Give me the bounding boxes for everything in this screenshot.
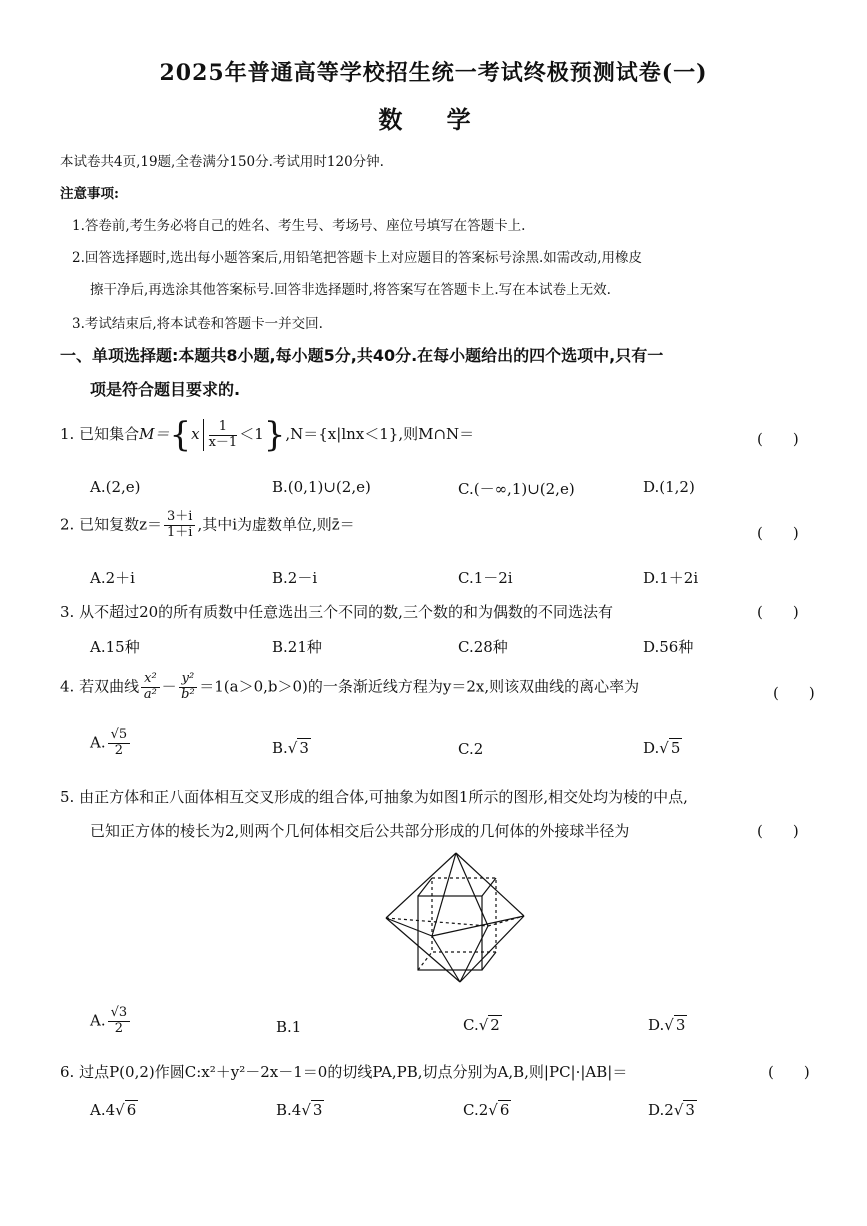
subject-title: 数 学 — [378, 105, 489, 134]
option-b: B.2－i — [272, 569, 318, 587]
answer-paren: ( ) — [757, 603, 799, 621]
fraction: $\frac{√5}{2}$ — [108, 728, 131, 759]
question-5: 5. 由正方体和正八面体相互交叉形成的组合体,可抽象为如图1所示的图形,相交处均为棱的中点, — [60, 788, 688, 806]
answer-paren: ( ) — [757, 822, 799, 840]
option-a: A. $\frac{√5}{2}$ — [90, 728, 132, 759]
notice-item: 3.考试结束后,将本试卷和答题卡一并交回. — [72, 316, 323, 332]
question-5-cont: 已知正方体的棱长为2,则两个几何体相交后公共部分形成的几何体的外接球半径为 — [90, 822, 630, 840]
question-6: 6. 过点P(0,2)作圆C:x²＋y²－2x－1＝0的切线PA,PB,切点分别为A,B,则|PC|·|AB|＝ — [60, 1063, 628, 1081]
exam-intro: 本试卷共4页,19题,全卷满分150分.考试用时120分钟. — [60, 154, 384, 170]
fraction: $\frac{√3}{2}$ — [108, 1006, 131, 1037]
section-heading-cont: 项是符合题目要求的. — [90, 380, 241, 399]
option-b: B.4√ 3 — [276, 1101, 323, 1119]
option-d: D.√ 5 — [643, 739, 681, 757]
option-d: D.56种 — [643, 638, 694, 656]
answer-paren: ( ) — [757, 524, 799, 542]
answer-paren: ( ) — [757, 430, 799, 448]
notice-title: 注意事项: — [60, 186, 119, 202]
option-a: A.(2,e) — [90, 478, 141, 496]
option-b: B.21种 — [272, 638, 322, 656]
figure-1-cube-octahedron — [380, 848, 530, 988]
option-d: D.1＋2i — [643, 569, 699, 587]
fraction: $\frac{1}{x-1}$ — [208, 418, 238, 450]
option-d: D.2√ 3 — [648, 1101, 695, 1119]
notice-item: 1.答卷前,考生务必将自己的姓名、考生号、考场号、座位号填写在答题卡上. — [72, 218, 526, 234]
option-b: B.√ 3 — [272, 739, 309, 757]
option-c: C.28种 — [458, 638, 508, 656]
option-a: A.15种 — [90, 638, 140, 656]
question-4: 4. 若双曲线 $\frac{\text{x²}}{\text{a²}}$ － $\frac{\text{y²}}{\text{b²}}$ ＝1(a＞0,b＞0)的一条渐近线方程为y＝2x,则该双曲线的离心率为 — [60, 671, 640, 702]
question-1: 1. 已知集合M＝{x $\frac{1}{x-1}$ ＜1},N＝{x|lnx＜1},则M∩N＝ — [60, 415, 475, 455]
option-b: B.(0,1)∪(2,e) — [272, 478, 371, 496]
notice-item: 擦干净后,再选涂其他答案标号.回答非选择题时,将答案写在答题卡上.写在本试卷上无效. — [90, 282, 611, 298]
option-d: D.√ 3 — [648, 1016, 686, 1034]
exam-title: 2025年普通高等学校招生统一考试终极预测试卷(一) — [159, 60, 708, 86]
fraction: $\frac{\text{x²}}{\text{a²}}$ — [141, 672, 160, 703]
section-heading: 一、单项选择题:本题共8小题,每小题5分,共40分.在每小题给出的四个选项中,只有一 — [60, 346, 664, 365]
question-3: 3. 从不超过20的所有质数中任意选出三个不同的数,三个数的和为偶数的不同选法有 — [60, 603, 613, 621]
question-2: 2. 已知复数z＝ $\frac{3+i}{1+i}$ ,其中i为虚数单位,则z̄＝ — [60, 509, 355, 540]
option-a: A.4√ 6 — [90, 1101, 137, 1119]
fraction: $\frac{3+i}{1+i}$ — [164, 510, 195, 541]
fraction: $\frac{\text{y²}}{\text{b²}}$ — [179, 672, 198, 703]
option-a: A. $\frac{√3}{2}$ — [90, 1006, 132, 1037]
notice-item: 2.回答选择题时,选出每小题答案后,用铅笔把答题卡上对应题目的答案标号涂黑.如需改动,用橡皮 — [72, 250, 643, 266]
option-c: C.2√ 6 — [463, 1101, 510, 1119]
option-c: C.(－∞,1)∪(2,e) — [458, 480, 575, 498]
option-c: C.1－2i — [458, 569, 513, 587]
option-c: C.√ 2 — [463, 1016, 500, 1034]
option-a: A.2＋i — [90, 569, 135, 587]
option-c: C.2 — [458, 740, 484, 758]
answer-paren: ( ) — [768, 1063, 810, 1081]
answer-paren: ( ) — [773, 684, 815, 702]
option-d: D.(1,2) — [643, 478, 695, 496]
option-b: B.1 — [276, 1018, 302, 1036]
